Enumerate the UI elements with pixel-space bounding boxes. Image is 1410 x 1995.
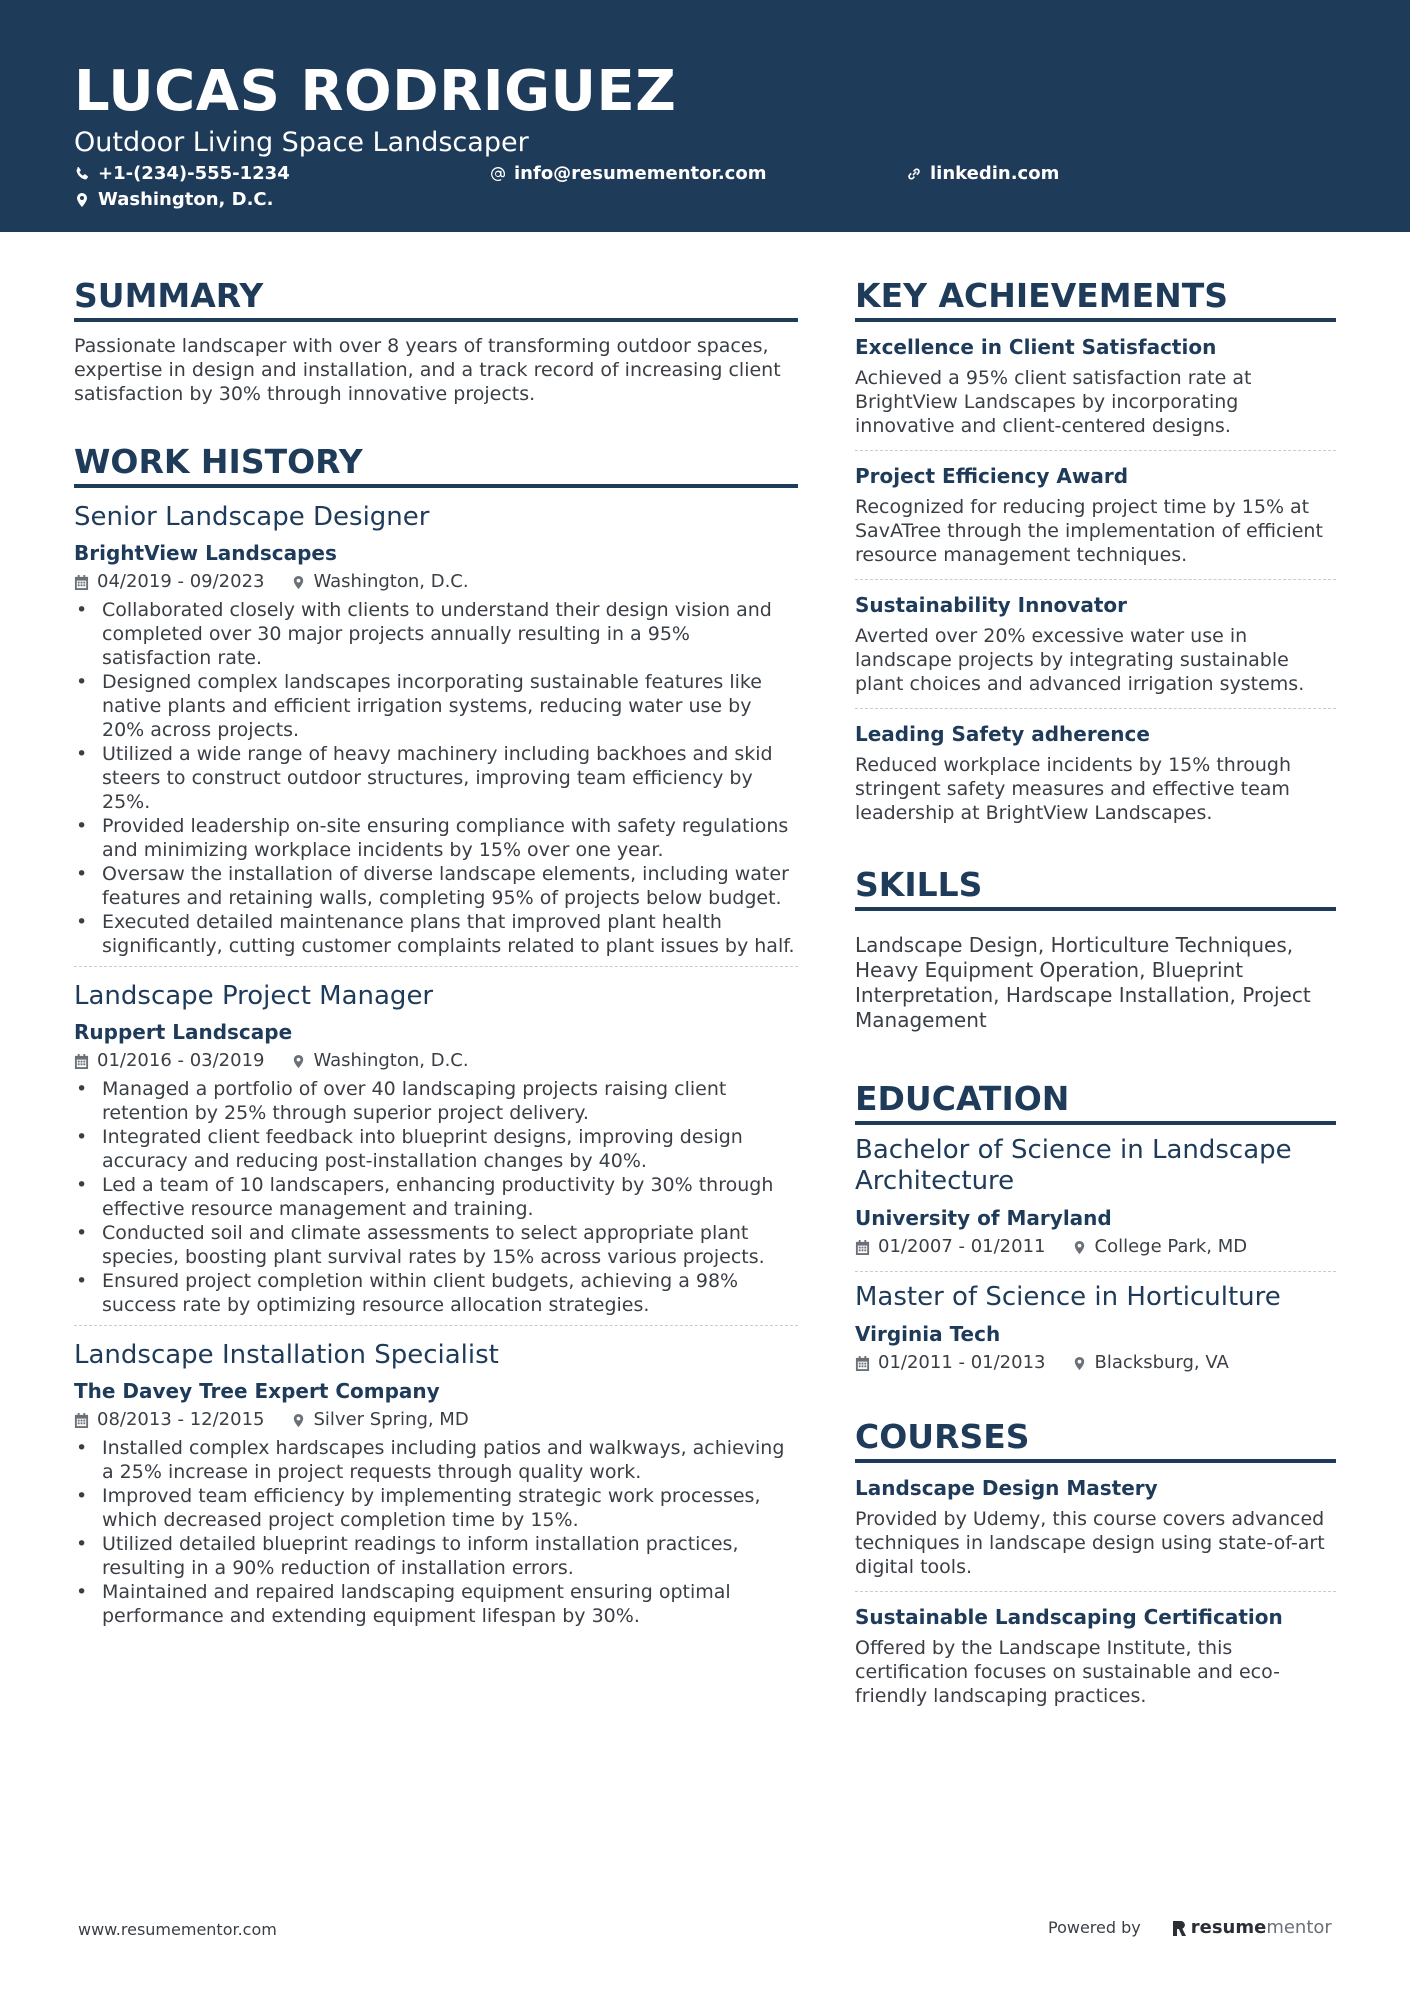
powered-by-label: Powered by: [1048, 1918, 1141, 1937]
bullet-item: • Oversaw the installation of diverse landscape elements, including water features and retaining walls, completing 95% of projects below budget.: [74, 862, 798, 910]
job-bullets: [74, 598, 798, 958]
bullet-item: • Designed complex landscapes incorporating sustainable features like native plants and efficient irrigation systems, reducing water use by 20% across projects.: [74, 670, 798, 742]
location-pin-icon: [291, 1054, 306, 1069]
link-icon: [906, 166, 922, 182]
courses-heading: COURSES: [855, 1417, 1336, 1463]
achievement-title: Project Efficiency Award: [855, 464, 1129, 488]
phone-text: +1-(234)-555-1234: [98, 163, 290, 184]
bullet-item: • Collaborated closely with clients to understand their design vision and completed over 30 major projects annually resulting in a 95% satisfaction rate.: [74, 598, 798, 670]
job-dates: 01/2016 - 03/2019: [97, 1050, 265, 1071]
at-icon: [490, 166, 506, 182]
company-name: BrightView Landscapes: [74, 541, 337, 565]
calendar-icon: [74, 1054, 89, 1069]
course-item: [855, 1591, 1336, 1720]
achievement-title: Leading Safety adherence: [855, 722, 1150, 746]
location-pin-icon: [74, 192, 90, 208]
candidate-name: LUCAS RODRIGUEZ: [74, 59, 677, 124]
achievement-text: Averted over 20% excessive water use in landscape projects by integrating sustainable plant choices and advanced irrigation systems.: [855, 625, 1305, 695]
email-text: info@resumementor.com: [514, 163, 767, 184]
achievement-text: Reduced workplace incidents by 15% through stringent safety measures and effective team leadership at BrightView Landscapes.: [855, 754, 1292, 824]
job-entry: [74, 1325, 798, 1636]
job-location-text: Washington, D.C.: [313, 1050, 469, 1071]
job-title: Landscape Project Manager: [74, 981, 434, 1011]
calendar-icon: [855, 1356, 870, 1371]
achievement-item: [855, 322, 1336, 450]
brand-name-bold: resume: [1190, 1917, 1267, 1938]
job-title: Senior Landscape Designer: [74, 502, 430, 532]
bullet-item: • Led a team of 10 landscapers, enhancing productivity by 30% through effective resource management and training.: [74, 1173, 798, 1221]
footer-website[interactable]: www.resumementor.com: [78, 1920, 277, 1939]
job-entry: [74, 966, 798, 1325]
job-bullets: [74, 1436, 798, 1628]
job-location-text: Silver Spring, MD: [313, 1409, 469, 1430]
education-meta: [855, 1235, 1336, 1259]
location-pin-icon: [291, 1413, 306, 1428]
job-entry: [74, 488, 798, 966]
brand-name-light: mentor: [1266, 1917, 1332, 1938]
achievement-item: [855, 708, 1336, 837]
achievement-item: [855, 450, 1336, 579]
achievement-text: Achieved a 95% client satisfaction rate at BrightView Landscapes by incorporating innovative and client-centered designs.: [855, 367, 1252, 437]
degree-title: Bachelor of Science in Landscape Architecture: [855, 1135, 1292, 1196]
company-name: Ruppert Landscape: [74, 1020, 293, 1044]
course-title: Landscape Design Mastery: [855, 1476, 1158, 1500]
summary-heading: SUMMARY: [74, 276, 798, 322]
achievements-heading: KEY ACHIEVEMENTS: [855, 276, 1336, 322]
resume-header: [0, 0, 1410, 232]
brand-logo[interactable]: [1171, 1917, 1332, 1938]
candidate-role: Outdoor Living Space Landscaper: [74, 127, 529, 158]
bullet-item: • Ensured project completion within client budgets, achieving a 98% success rate by optimizing resource allocation strategies.: [74, 1269, 798, 1317]
calendar-icon: [74, 575, 89, 590]
bullet-item: • Maintained and repaired landscaping equipment ensuring optimal performance and extending equipment lifespan by 30%.: [74, 1580, 798, 1628]
brand-mark-icon: [1171, 1919, 1187, 1937]
job-meta: [74, 1049, 798, 1073]
bullet-item: • Provided leadership on-site ensuring compliance with safety regulations and minimizing workplace incidents by 15% over one year.: [74, 814, 798, 862]
location-pin-icon: [1072, 1356, 1087, 1371]
school-name: University of Maryland: [855, 1206, 1112, 1230]
achievement-item: [855, 579, 1336, 708]
education-item: [855, 1271, 1336, 1387]
bullet-item: • Utilized detailed blueprint readings to inform installation practices, resulting in a 90% reduction of installation errors.: [74, 1532, 798, 1580]
education-location-text: Blacksburg, VA: [1094, 1352, 1229, 1373]
company-name: The Davey Tree Expert Company: [74, 1379, 440, 1403]
skills-heading: SKILLS: [855, 865, 1336, 911]
job-meta: [74, 1408, 798, 1432]
education-location: [1072, 1235, 1248, 1259]
calendar-icon: [74, 1413, 89, 1428]
location-pin-icon: [291, 575, 306, 590]
job-location: [291, 1049, 469, 1073]
linkedin-text: linkedin.com: [930, 163, 1060, 184]
bullet-item: • Managed a portfolio of over 40 landscaping projects raising client retention by 25% through superior project delivery.: [74, 1077, 798, 1125]
bullet-item: • Installed complex hardscapes including patios and walkways, achieving a 25% increase in project requests through quality work.: [74, 1436, 798, 1484]
job-location-text: Washington, D.C.: [313, 571, 469, 592]
calendar-icon: [855, 1240, 870, 1255]
education-dates: 01/2011 - 01/2013: [878, 1352, 1046, 1373]
left-column: [74, 276, 798, 1636]
bullet-item: • Executed detailed maintenance plans that improved plant health significantly, cutting customer complaints related to plant issues by half.: [74, 910, 798, 958]
location-pin-icon: [1072, 1240, 1087, 1255]
bullet-item: • Integrated client feedback into blueprint designs, improving design accuracy and reducing post-installation changes by 40%.: [74, 1125, 798, 1173]
achievements-section: [855, 276, 1336, 837]
education-dates: 01/2007 - 01/2011: [878, 1236, 1046, 1257]
right-column: [855, 276, 1336, 1720]
contact-location: [74, 188, 273, 212]
school-name: Virginia Tech: [855, 1322, 1001, 1346]
phone-icon: [74, 166, 90, 182]
contact-linkedin[interactable]: [906, 162, 1059, 186]
contact-email[interactable]: [490, 162, 766, 186]
skills-section: [855, 865, 1336, 1033]
achievement-title: Excellence in Client Satisfaction: [855, 335, 1217, 359]
education-meta: [855, 1351, 1336, 1375]
achievement-text: Recognized for reducing project time by 15% at SavATree through the implementation of efficient resource management techniques.: [855, 496, 1323, 566]
course-title: Sustainable Landscaping Certification: [855, 1605, 1283, 1629]
job-dates: 08/2013 - 12/2015: [97, 1409, 265, 1430]
achievement-title: Sustainability Innovator: [855, 593, 1127, 617]
education-heading: EDUCATION: [855, 1079, 1336, 1125]
degree-title: Master of Science in Horticulture: [855, 1282, 1281, 1312]
course-text: Provided by Udemy, this course covers advanced techniques in landscape design using state-of-art digital tools.: [855, 1508, 1325, 1578]
job-location: [291, 570, 469, 594]
education-section: [855, 1079, 1336, 1387]
summary-section: [74, 276, 798, 406]
skills-text: Landscape Design, Horticulture Techniques, Heavy Equipment Operation, Blueprint Interpretation, Hardscape Installation, Project Management: [855, 933, 1311, 1032]
bullet-item: • Conducted soil and climate assessments to select appropriate plant species, boosting plant survival rates by 15% across various projects.: [74, 1221, 798, 1269]
bullet-item: • Improved team efficiency by implementing strategic work processes, which decreased project completion time by 15%.: [74, 1484, 798, 1532]
education-item: [855, 1125, 1336, 1271]
work-history-heading: WORK HISTORY: [74, 442, 798, 488]
summary-text: Passionate landscaper with over 8 years of transforming outdoor spaces, expertise in design and installation, and a track record of increasing client satisfaction by 30% through innovative projects.: [74, 335, 781, 405]
location-text: Washington, D.C.: [98, 189, 274, 210]
footer-branding: [1048, 1917, 1332, 1938]
education-location: [1072, 1351, 1229, 1375]
bullet-item: • Utilized a wide range of heavy machinery including backhoes and skid steers to construct outdoor structures, improving team efficiency by 25%.: [74, 742, 798, 814]
job-location: [291, 1408, 469, 1432]
job-meta: [74, 570, 798, 594]
job-bullets: [74, 1077, 798, 1317]
work-history-section: [74, 442, 798, 1636]
course-item: [855, 1463, 1336, 1591]
course-text: Offered by the Landscape Institute, this certification focuses on sustainable and eco-friendly landscaping practices.: [855, 1637, 1280, 1707]
courses-section: [855, 1417, 1336, 1720]
contact-phone[interactable]: [74, 162, 290, 186]
education-location-text: College Park, MD: [1094, 1236, 1248, 1257]
job-title: Landscape Installation Specialist: [74, 1340, 499, 1370]
job-dates: 04/2019 - 09/2023: [97, 571, 265, 592]
